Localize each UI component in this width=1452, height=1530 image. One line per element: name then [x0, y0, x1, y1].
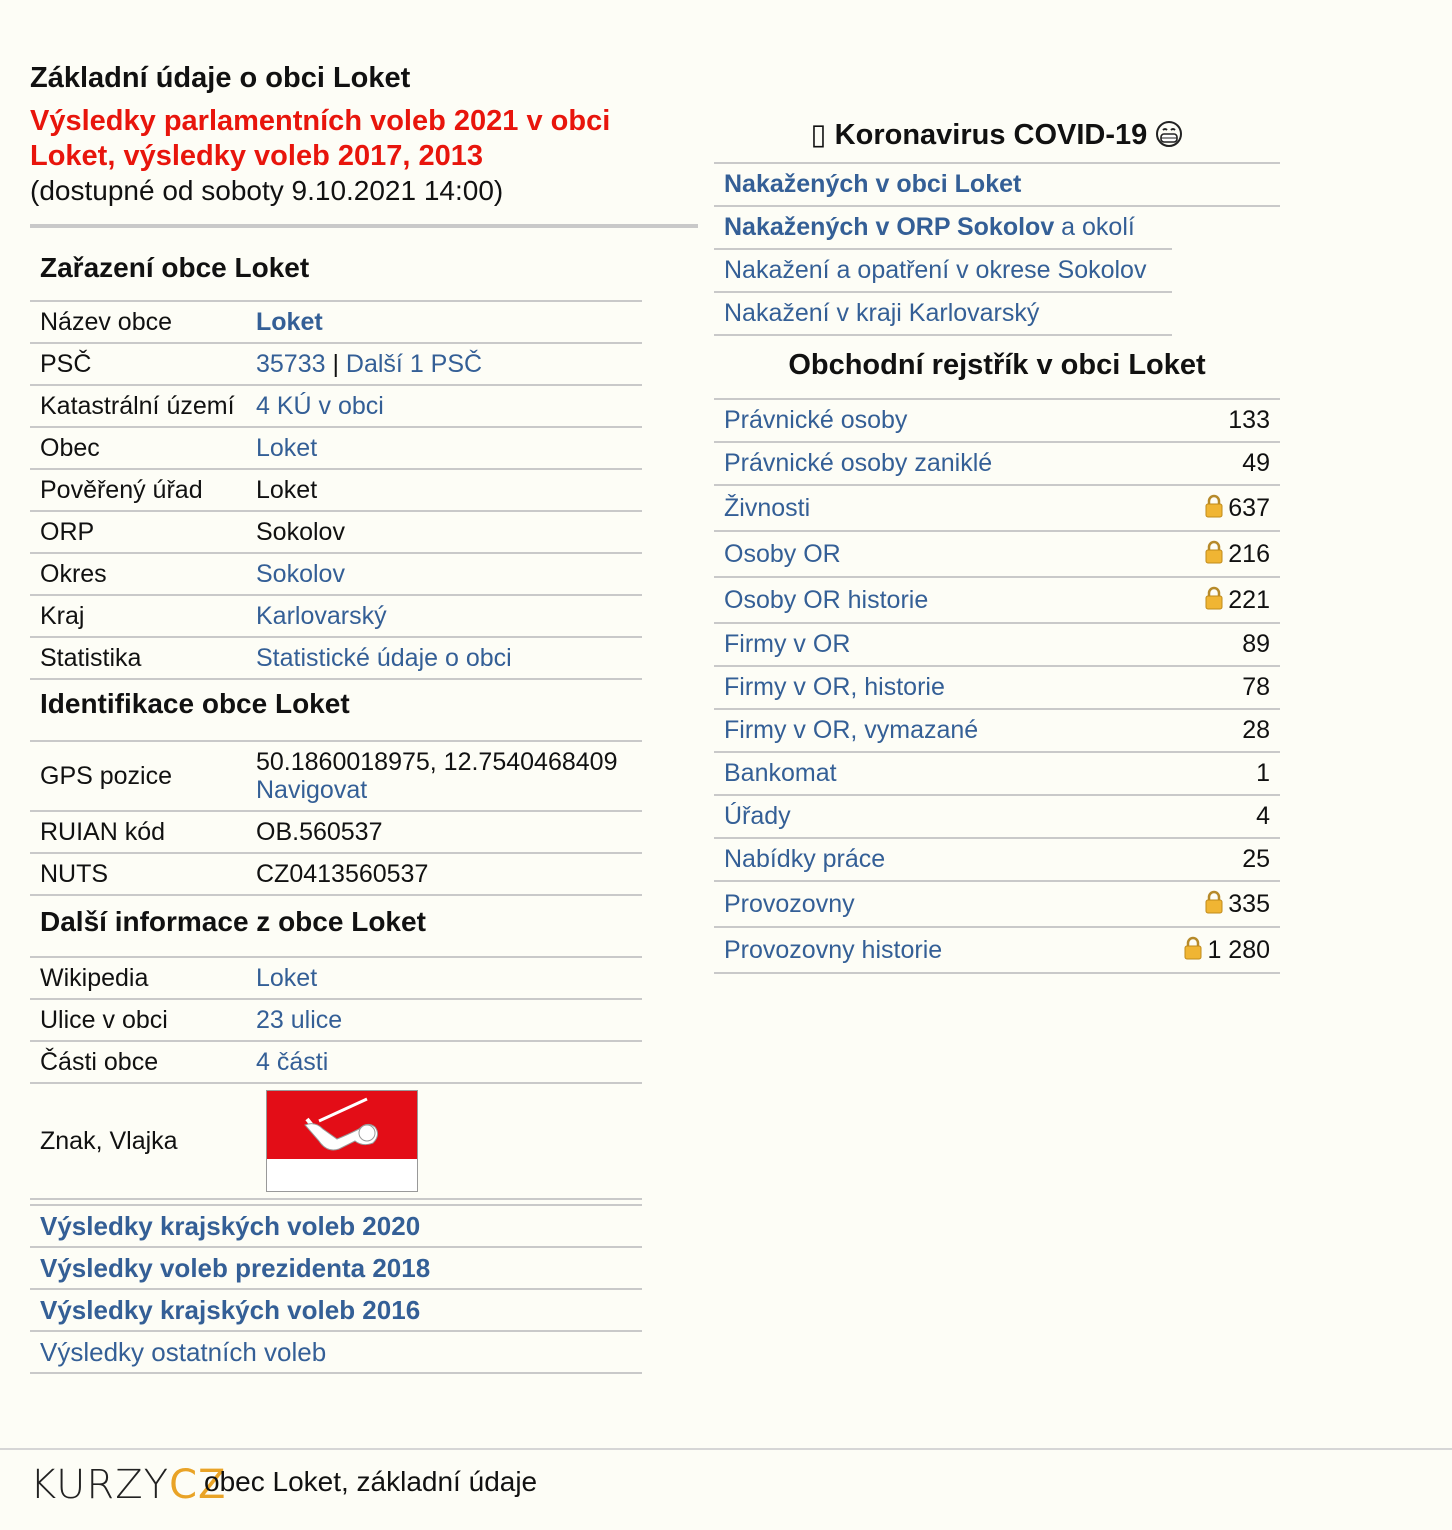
table-row: [30, 853, 642, 895]
business-register-title: Obchodní rejstřík v obci Loket: [788, 349, 1206, 381]
divider: [30, 224, 698, 228]
row-label: Katastrální území: [30, 385, 246, 427]
business-register-link[interactable]: Právnické osoby: [724, 406, 908, 434]
business-register-link[interactable]: Provozovny historie: [724, 936, 943, 964]
table-row: [30, 511, 642, 553]
table-row: [714, 752, 1280, 795]
dalsi-table: [30, 956, 642, 1200]
list-item: [30, 1332, 642, 1374]
table-row: [714, 709, 1280, 752]
kraj-link[interactable]: Karlovarský: [256, 602, 387, 630]
table-row: [30, 427, 642, 469]
section-title-dalsi: Další informace z obce Loket: [40, 906, 426, 937]
gps-coordinates: 50.1860018975, 12.7540468409: [256, 748, 618, 776]
covid-orp-okoli-link[interactable]: a okolí: [1054, 213, 1135, 241]
covid-orp-link[interactable]: Nakažených v ORP Sokolov: [724, 213, 1055, 241]
count-value: 25: [1242, 845, 1270, 873]
table-row: [714, 795, 1280, 838]
table-row: [30, 999, 642, 1041]
count-value: 216: [1228, 540, 1270, 568]
business-register-link[interactable]: Firmy v OR, vymazané: [724, 716, 979, 744]
row-label: PSČ: [30, 343, 246, 385]
table-row: [714, 442, 1280, 485]
right-column: [714, 108, 1280, 974]
table-row: [30, 595, 642, 637]
footer-text: obec Loket, základní údaje: [204, 1466, 538, 1497]
election-link-2020[interactable]: Výsledky krajských voleb 2020: [40, 1211, 421, 1241]
row-label: GPS pozice: [30, 741, 246, 811]
footer: [0, 1448, 1452, 1530]
lock-icon: [1204, 494, 1224, 518]
table-row: [30, 343, 642, 385]
table-row: [30, 957, 642, 999]
count-value: 1: [1256, 759, 1270, 787]
zarazeni-table: [30, 300, 642, 680]
section-title-zarazeni: Zařazení obce Loket: [40, 252, 310, 283]
business-register-link[interactable]: Provozovny: [724, 890, 855, 918]
table-row: [30, 469, 642, 511]
count-value: 89: [1242, 630, 1270, 658]
list-item: [714, 164, 1280, 207]
row-label: Ulice v obci: [30, 999, 246, 1041]
row-label: NUTS: [30, 853, 246, 895]
table-row: [30, 741, 642, 811]
flag-image[interactable]: [266, 1090, 418, 1192]
covid-title: [714, 108, 1280, 164]
list-item: [30, 1248, 642, 1290]
row-value: Loket: [246, 469, 642, 511]
count-value: 335: [1228, 890, 1270, 918]
municipality-name-link[interactable]: Loket: [256, 308, 323, 336]
list-item: [714, 293, 1172, 336]
table-row: [30, 385, 642, 427]
row-value: OB.560537: [246, 811, 642, 853]
list-item: [30, 1290, 642, 1332]
covid-obec-link[interactable]: Nakažených v obci Loket: [724, 170, 1022, 198]
row-label: Statistika: [30, 637, 246, 679]
list-item: [714, 250, 1172, 293]
business-register-table: [714, 398, 1280, 974]
more-psc-link[interactable]: Další 1 PSČ: [345, 350, 483, 378]
business-register-link[interactable]: Firmy v OR, historie: [724, 673, 945, 701]
count-value: 49: [1242, 449, 1270, 477]
row-label: Části obce: [30, 1041, 246, 1083]
business-register-link[interactable]: Úřady: [724, 802, 791, 830]
table-row: [714, 577, 1280, 623]
row-label: Znak, Vlajka: [30, 1083, 246, 1199]
election-links: [30, 1204, 698, 1374]
row-label: ORP: [30, 511, 246, 553]
list-item: [30, 1204, 642, 1248]
count-value: 4: [1256, 802, 1270, 830]
count-value: 637: [1228, 494, 1270, 522]
table-row: [30, 301, 642, 343]
covid-title-text: Koronavirus COVID-19: [834, 119, 1148, 151]
obec-link[interactable]: Loket: [256, 434, 318, 462]
availability-note: (dostupné od soboty 9.10.2021 14:00): [30, 175, 504, 206]
table-row: [714, 881, 1280, 927]
streets-link[interactable]: 23 ulice: [256, 1006, 343, 1034]
table-row: [714, 531, 1280, 577]
statistics-link[interactable]: Statistické údaje o obci: [256, 644, 512, 672]
table-row: [714, 666, 1280, 709]
placeholder-glyph: ▯: [810, 119, 827, 151]
lock-icon: [1183, 936, 1203, 960]
business-register-link[interactable]: Živnosti: [724, 494, 811, 522]
table-row: [30, 1041, 642, 1083]
row-label: Okres: [30, 553, 246, 595]
separator: |: [325, 350, 346, 378]
cadastral-link[interactable]: 4 KÚ v obci: [256, 392, 384, 420]
section-title-identifikace: Identifikace obce Loket: [40, 688, 350, 719]
table-row: [30, 637, 642, 679]
kurzy-logo[interactable]: KURZYCZ: [30, 1462, 227, 1508]
table-row: [714, 399, 1280, 442]
business-register-link[interactable]: Osoby OR: [724, 540, 841, 568]
count-value: 78: [1242, 673, 1270, 701]
row-value: CZ0413560537: [246, 853, 642, 895]
row-value: Sokolov: [246, 511, 642, 553]
left-column: [30, 58, 698, 1374]
okres-link[interactable]: Sokolov: [256, 560, 345, 588]
lock-icon: [1204, 890, 1224, 914]
business-register-link[interactable]: Právnické osoby zaniklé: [724, 449, 993, 477]
election-link-president-2018[interactable]: Výsledky voleb prezidenta 2018: [40, 1253, 431, 1283]
table-row: [714, 485, 1280, 531]
row-label: Název obce: [30, 301, 246, 343]
page-title: Základní údaje o obci Loket: [30, 62, 411, 94]
table-row: [714, 623, 1280, 666]
mask-face-icon: [1155, 120, 1183, 148]
count-value: 1 280: [1207, 936, 1270, 964]
business-register-link[interactable]: Bankomat: [724, 759, 837, 787]
parts-link[interactable]: 4 části: [256, 1048, 329, 1076]
election-link-other[interactable]: Výsledky ostatních voleb: [40, 1337, 327, 1367]
table-row: [714, 838, 1280, 881]
row-label: Pověřený úřad: [30, 469, 246, 511]
business-register-link[interactable]: Firmy v OR: [724, 630, 851, 658]
table-row: [30, 811, 642, 853]
list-item: [714, 207, 1172, 250]
lock-icon: [1204, 586, 1224, 610]
row-label: Obec: [30, 427, 246, 469]
count-value: 28: [1242, 716, 1270, 744]
row-label: Wikipedia: [30, 957, 246, 999]
covid-okres-link[interactable]: Nakažení a opatření v okrese Sokolov: [724, 256, 1147, 284]
identifikace-table: [30, 740, 642, 896]
lock-icon: [1204, 540, 1224, 564]
table-row: [30, 1083, 642, 1199]
covid-kraj-link[interactable]: Nakažení v kraji Karlovarský: [724, 299, 1040, 327]
wikipedia-link[interactable]: Loket: [256, 964, 318, 992]
count-value: 133: [1228, 406, 1270, 434]
psc-link[interactable]: 35733: [256, 350, 326, 378]
navigate-link[interactable]: Navigovat: [256, 776, 368, 804]
business-register-link[interactable]: Nabídky práce: [724, 845, 886, 873]
election-link-2016[interactable]: Výsledky krajských voleb 2016: [40, 1295, 421, 1325]
table-row: [30, 553, 642, 595]
business-register-link[interactable]: Osoby OR historie: [724, 586, 929, 614]
table-row: [714, 927, 1280, 973]
count-value: 221: [1228, 586, 1270, 614]
election-results-link[interactable]: Výsledky parlamentních voleb 2021 v obci Loket, výsledky voleb 2017, 2013: [30, 105, 611, 172]
row-label: Kraj: [30, 595, 246, 637]
row-label: RUIAN kód: [30, 811, 246, 853]
